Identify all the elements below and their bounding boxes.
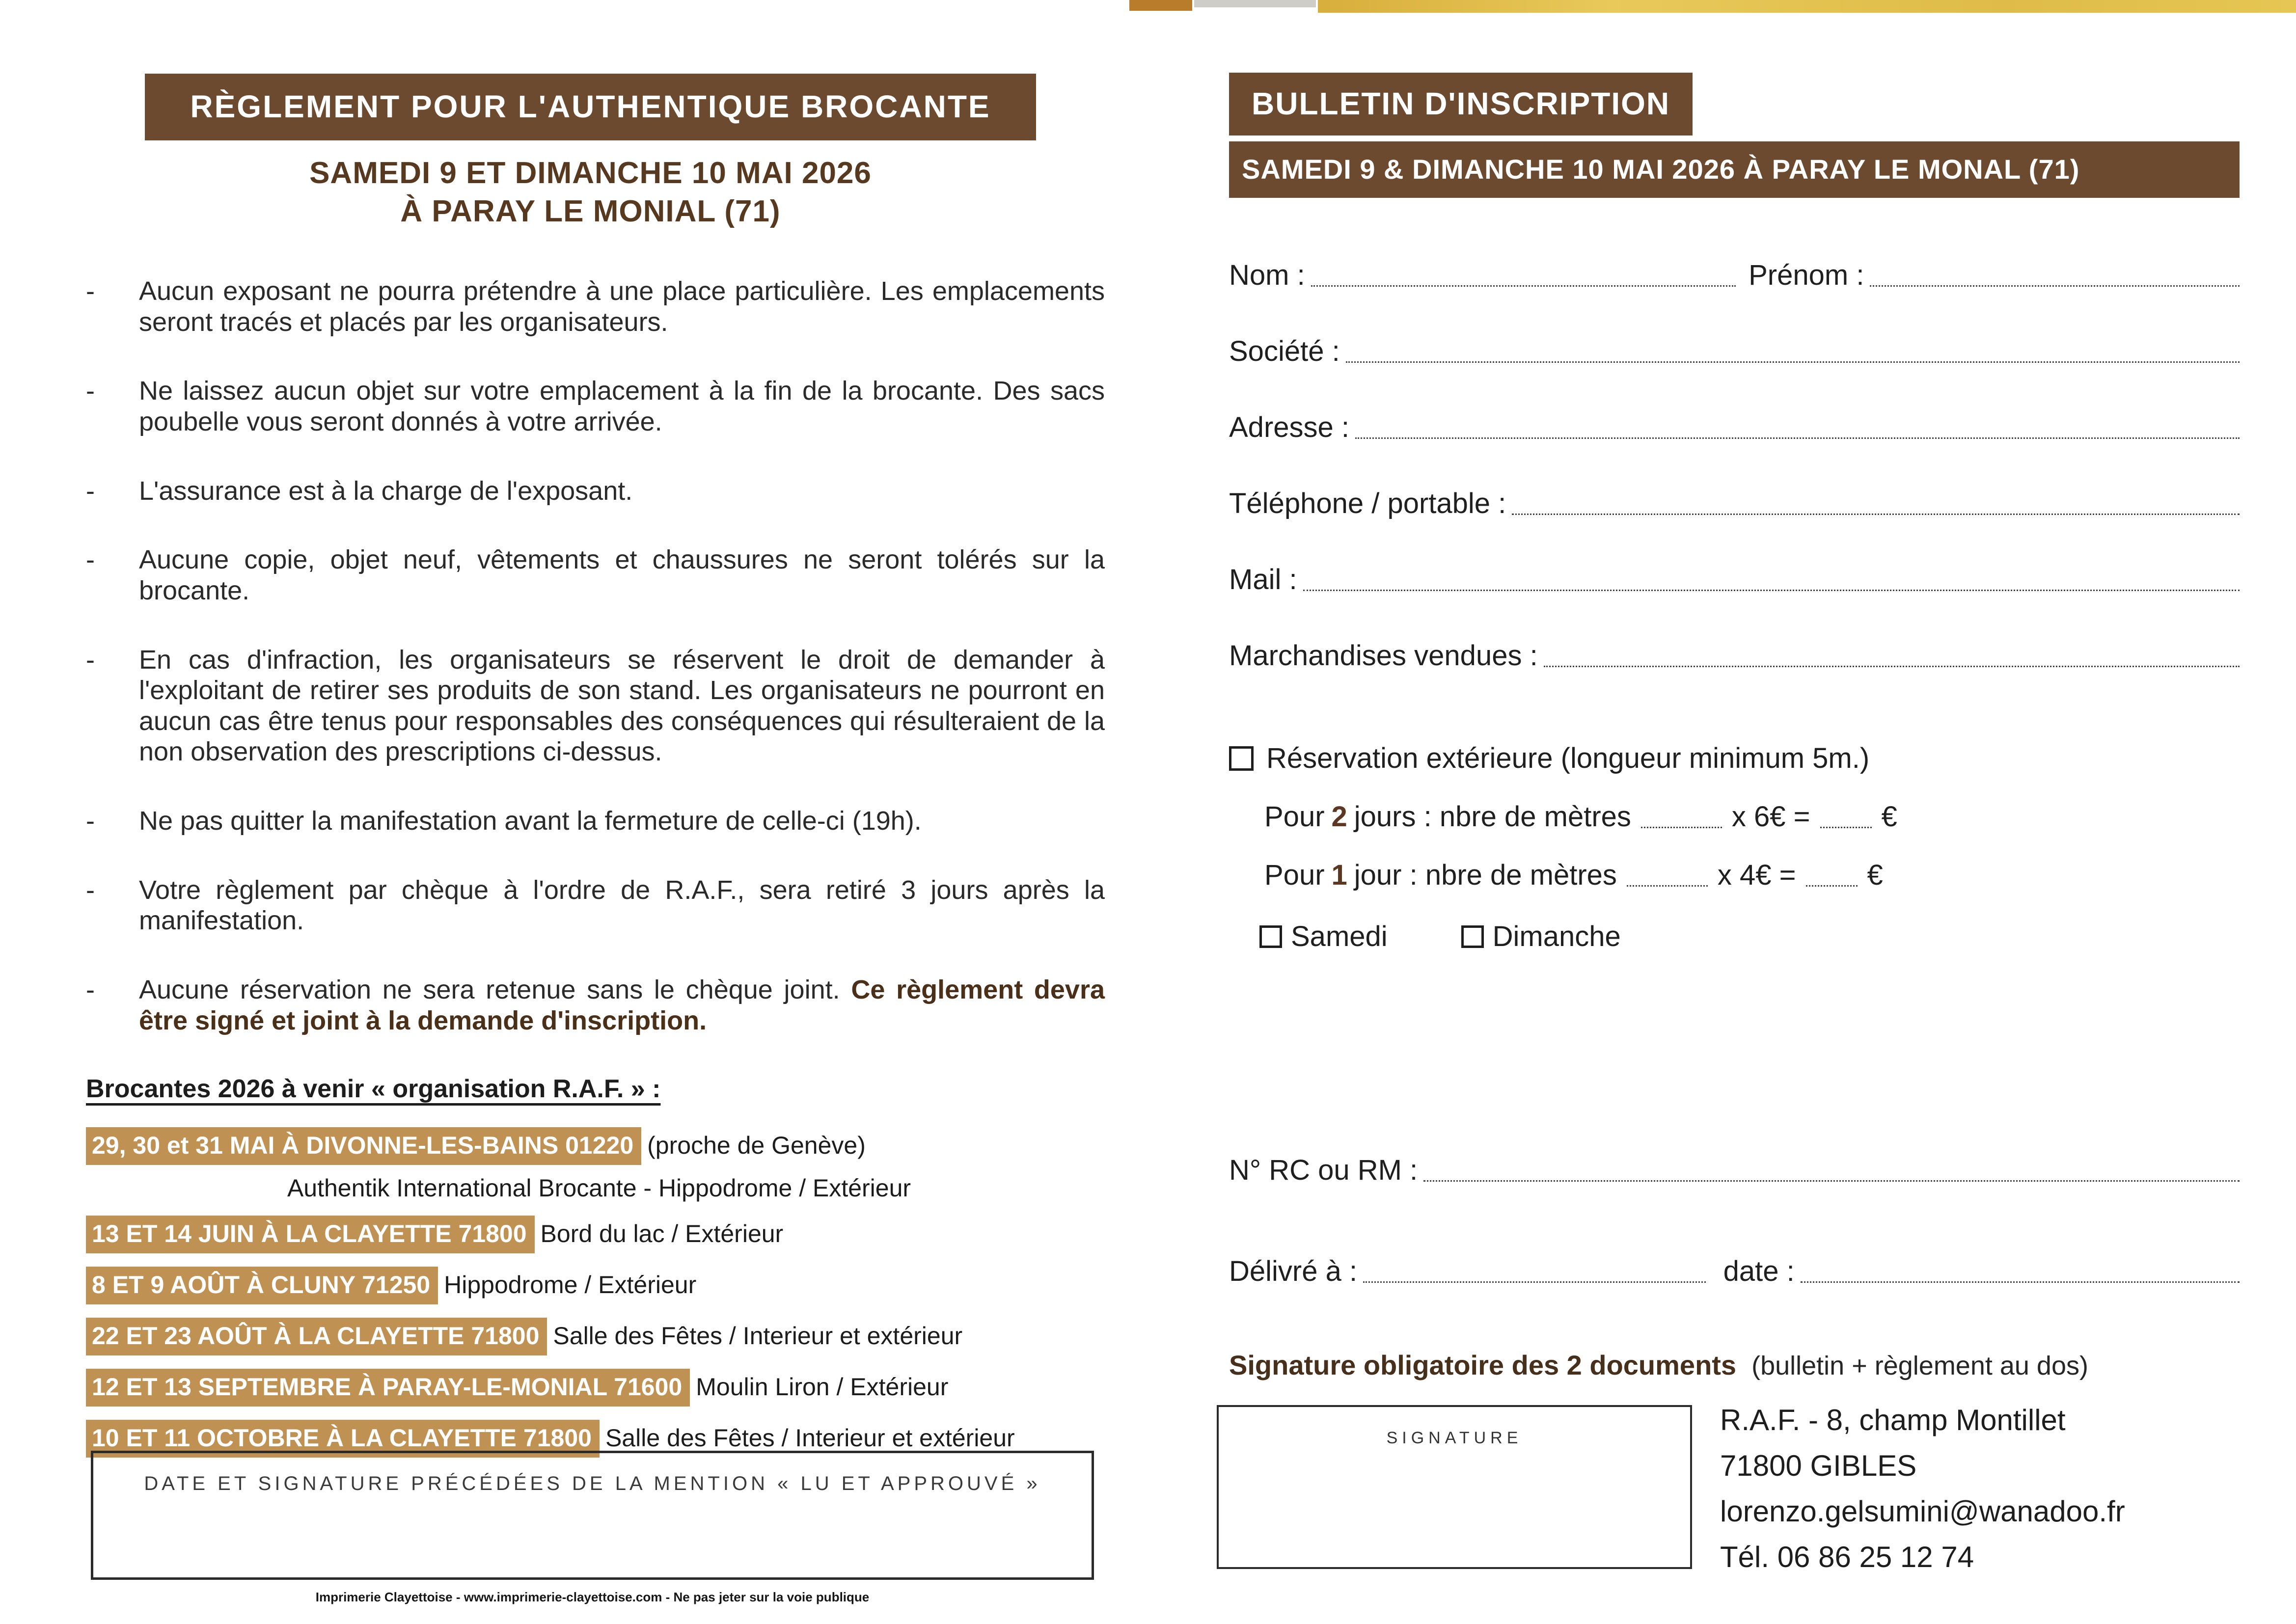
telephone-row [1229,487,2240,520]
adresse-line[interactable] [1355,433,2240,439]
date-signature-box[interactable] [91,1451,1094,1580]
bulletin-title: BULLETIN D'INSCRIPTION [1252,86,1670,121]
prenom-label: Prénom : [1749,259,1864,291]
rule-item [86,974,1105,1036]
reglement-subtitle-line1: SAMEDI 9 ET DIMANCHE 10 MAI 2026 [309,156,872,190]
event-venue: Bord du lac / Extérieur [540,1220,784,1248]
rule-item [86,544,1105,606]
reservation-section [1229,742,2240,953]
rule-text [139,544,1105,606]
event-date-highlight: 10 ET 11 OCTOBRE À LA CLAYETTE 71800 [86,1420,600,1458]
rules-list [86,276,1105,1036]
societe-label: Société : [1229,335,1340,367]
one-day-total-line[interactable] [1806,885,1858,887]
rule-item [86,476,1105,507]
rule-text-normal: Ne laissez aucun objet sur votre emplacement à la fin de la brocante. Des sacs poubelle vous seront donnés à votre arrivée. [139,376,1105,437]
reservation-label: Réservation extérieure (longueur minimum 5m.) [1266,742,1870,774]
nom-label: Nom : [1229,259,1305,291]
delivre-line[interactable] [1363,1276,1706,1283]
marchandises-label: Marchandises vendues : [1229,640,1538,672]
bulletin-subtitle: SAMEDI 9 & DIMANCHE 10 MAI 2026 À PARAY LE MONAL (71) [1242,154,2080,185]
telephone-line[interactable] [1512,509,2240,515]
signature-heading-note: (bulletin + règlement au dos) [1751,1351,2088,1380]
one-day-euro: € [1867,859,1883,891]
rule-text-normal: Ne pas quitter la manifestation avant la fermeture de celle-ci (19h). [139,806,922,836]
printer-footer: Imprimerie Clayettoise - www.imprimerie-clayettoise.com - Ne pas jeter sur la voie publique [315,1590,870,1604]
one-day-meters-line[interactable] [1627,885,1708,887]
societe-row [1229,335,2240,368]
dimanche-label: Dimanche [1492,920,1621,952]
bullet-dash: - [86,376,95,406]
rule-text-normal: Aucun exposant ne pourra prétendre à une place particulière. Les emplacements seront tracés et placés par les organisateurs. [139,276,1105,337]
societe-line[interactable] [1346,356,2240,363]
delivre-row [1229,1255,2240,1288]
rule-text [139,276,1105,337]
mail-line[interactable] [1303,585,2240,591]
bulletin-banner [1229,73,1693,135]
days-row [1259,920,2240,953]
price-line-one-day [1264,859,2240,892]
bullet-dash: - [86,974,95,1004]
bullet-dash: - [86,476,95,506]
mail-row [1229,563,2240,596]
prenom-line[interactable] [1870,280,2240,287]
reglement-title: RÈGLEMENT POUR L'AUTHENTIQUE BROCANTE [190,89,991,124]
samedi-checkbox[interactable] [1259,925,1282,948]
two-days-rate: x 6€ = [1731,801,1810,833]
event-row [86,1216,1112,1253]
one-day-rate: x 4€ = [1717,859,1796,891]
events-list [86,1127,1112,1458]
delivre-label: Délivré à : [1229,1255,1358,1287]
telephone-label: Téléphone / portable : [1229,487,1506,519]
two-days-meters-line[interactable] [1641,827,1722,828]
mention-text: DATE ET SIGNATURE PRÉCÉDÉES DE LA MENTION « LU ET APPROUVÉ » [144,1473,1041,1494]
rule-text-normal: L'assurance est à la charge de l'exposant. [139,476,633,506]
rule-text-normal: Aucune réservation ne sera retenue sans le chèque joint. [139,974,840,1004]
one-day-prefix: Pour [1264,859,1325,891]
nom-line[interactable] [1311,280,1736,287]
contact-phone: Tél. 06 86 25 12 74 [1720,1541,1974,1573]
bullet-dash: - [86,806,95,836]
event-venue: (proche de Genève) [647,1132,866,1160]
contact-address: R.A.F. - 8, champ Montillet [1720,1404,2066,1436]
event-row [86,1267,1112,1304]
event-venue: Salle des Fêtes / Interieur et extérieur [553,1322,963,1350]
rule-text-normal: En cas d'infraction, les organisateurs se réservent le droit de demander à l'exploitant de retirer ses produits de son stand. Les organisateurs ne pourront en aucun cas être tenus pour responsables des conséquences qui résulteraient de la non observation des prescriptions ci-dessus. [139,645,1105,767]
marchandises-line[interactable] [1544,661,2240,667]
event-row [86,1127,1112,1202]
contact-email: lorenzo.gelsumini@wanadoo.fr [1720,1495,2125,1528]
event-venue: Salle des Fêtes / Interieur et extérieur [605,1424,1015,1452]
event-subline: Authentik International Brocante - Hippodrome / Extérieur [287,1174,911,1202]
event-date-highlight: 29, 30 et 31 MAI À DIVONNE-LES-BAINS 01220 [86,1127,641,1165]
bulletin-subtitle-banner [1229,141,2240,198]
one-day-count: 1 [1331,859,1347,891]
samedi-label: Samedi [1291,920,1388,952]
signature-heading-bold: Signature obligatoire des 2 documents [1229,1350,1737,1380]
reglement-banner [145,74,1036,140]
rule-item [86,376,1105,437]
upcoming-brocantes-heading: Brocantes 2026 à venir « organisation R.A.F. » : [86,1075,661,1104]
bulletin-page [1148,0,2296,1624]
event-row [86,1318,1112,1355]
two-days-total-line[interactable] [1820,827,1872,828]
signature-box-label: SIGNATURE [1386,1429,1523,1447]
event-venue: Moulin Liron / Extérieur [696,1373,949,1401]
rule-item [86,875,1105,936]
rc-label: N° RC ou RM : [1229,1154,1418,1186]
rule-text [139,376,1105,437]
date-line[interactable] [1801,1276,2240,1283]
bullet-dash: - [86,276,95,306]
bullet-dash: - [86,875,95,905]
rule-text-normal: Votre règlement par chèque à l'ordre de R.A.F., sera retiré 3 jours après la manifestation. [139,875,1105,936]
rc-line[interactable] [1423,1175,2240,1182]
contact-city: 71800 GIBLES [1720,1449,1917,1482]
reglement-subtitle-line2: À PARAY LE MONIAL (71) [400,194,781,229]
signature-heading [1229,1349,2088,1381]
two-days-rest: jours : nbre de mètres [1354,801,1631,833]
rule-text [139,476,1105,507]
event-date-highlight: 13 ET 14 JUIN À LA CLAYETTE 71800 [86,1216,535,1253]
adresse-row [1229,411,2240,444]
bullet-dash: - [86,545,95,575]
event-row [86,1369,1112,1407]
two-days-prefix: Pour [1264,801,1325,833]
rule-item [86,806,1105,837]
rule-text [139,806,1105,837]
event-date-highlight: 22 ET 23 AOÛT À LA CLAYETTE 71800 [86,1318,547,1355]
two-days-euro: € [1881,801,1897,833]
rule-text-normal: Aucune copie, objet neuf, vêtements et chaussures ne seront tolérés sur la brocante. [139,545,1105,605]
reglement-subtitle [86,154,1095,231]
rule-item [86,276,1105,337]
adresse-label: Adresse : [1229,411,1349,443]
dimanche-option [1461,920,1621,953]
event-date-highlight: 12 ET 13 SEPTEMBRE À PARAY-LE-MONIAL 71600 [86,1369,690,1407]
rule-text [139,875,1105,936]
reservation-row [1229,742,2240,775]
two-days-count: 2 [1331,801,1347,833]
organizer-contact-block [1720,1397,2125,1580]
event-date-highlight: 8 ET 9 AOÛT À CLUNY 71250 [86,1267,438,1304]
price-line-two-days [1264,800,2240,833]
one-day-rest: jour : nbre de mètres [1354,859,1617,891]
rule-text-bold: Ce règlement devra être signé et joint à la demande d'inscription. [139,974,1105,1035]
dimanche-checkbox[interactable] [1461,925,1484,948]
rc-row [1229,1154,2240,1187]
nom-prenom-row [1229,259,2240,292]
samedi-option [1259,920,1388,953]
rule-item [86,645,1105,768]
event-venue: Hippodrome / Extérieur [444,1271,697,1299]
date-label: date : [1723,1255,1795,1287]
bullet-dash: - [86,645,95,675]
signature-box[interactable] [1217,1405,1692,1569]
rule-text [139,645,1105,768]
reservation-checkbox[interactable] [1229,746,1254,771]
mail-label: Mail : [1229,564,1297,595]
marchandises-row [1229,639,2240,672]
rule-text [139,974,1105,1036]
